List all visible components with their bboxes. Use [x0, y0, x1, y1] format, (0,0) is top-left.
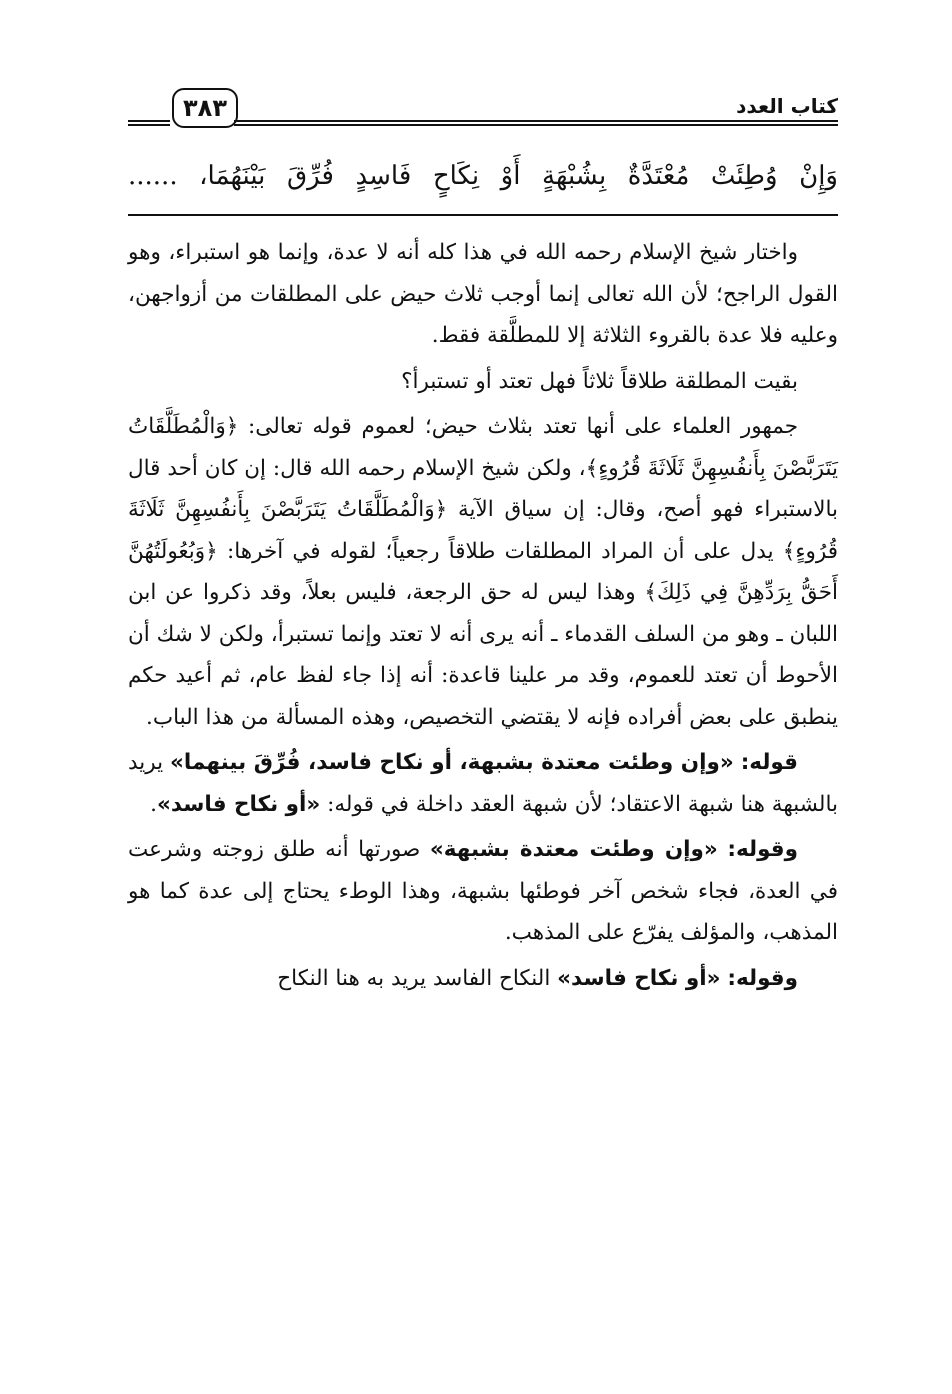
- running-header: [128, 82, 838, 140]
- matn-text: وَإِنْ وُطِئَتْ مُعْتَدَّةٌ بِشُبْهَةٍ أَوْ نِكَاحٍ فَاسِدٍ فُرِّقَ بَيْنَهُمَا، ......: [128, 161, 838, 191]
- paragraph-4-text: يريد بالشبهة هنا شبهة الاعتقاد؛ لأن شبهة العقد داخلة في قوله:: [128, 750, 838, 817]
- paragraph-5-text: صورتها أنه طلق زوجته وشرعت في العدة، فجاء شخص آخر فوطئها بشبهة، وهذا الوطء يحتاج إلى عدة كما هو المذهب، والمؤلف يفرّع على المذهب.: [128, 837, 838, 945]
- paragraph-1: واختار شيخ الإسلام رحمه الله في هذا كله أنه لا عدة، وإنما هو استبراء، وهو القول الراجح؛ لأن الله تعالى إنما أوجب ثلاث حيض على المطلقات من أزواجهن، وعليه فلا عدة بالقروء الثلاثة إلا للمطلَّقة فقط.: [128, 240, 838, 348]
- paragraph-3-text-c: يدل على أن المراد المطلقات طلاقاً رجعياً؛ لقوله في آخرها:: [226, 538, 774, 564]
- paragraph-4: [128, 742, 838, 825]
- paragraph-6-quote: «أو نكاح فاسد»: [557, 965, 721, 991]
- paragraph-5-quote: «وإن وطئت معتدة بشبهة»: [429, 837, 718, 862]
- paragraph-5-label: وقوله:: [727, 837, 798, 862]
- paragraph-2: بقيت المطلقة طلاقاً ثلاثاً فهل تعتد أو تستبرأ؟: [401, 368, 798, 394]
- commentary-body: [128, 232, 838, 999]
- paragraph-4-label: قوله:: [740, 750, 798, 775]
- header-rule-left: [128, 120, 170, 126]
- book-title: كتاب العدد: [736, 94, 838, 118]
- page-number: ٣٨٣: [183, 94, 227, 122]
- page-number-box: [172, 88, 238, 128]
- paragraph-6: [128, 958, 838, 1000]
- paragraph-5: [128, 829, 838, 954]
- matn-divider: [128, 214, 838, 216]
- quran-verse-2: ﴿وَالْمُطَلَّقَاتُ يَتَرَبَّصْنَ بِأَنفُسِهِنَّ ثَلَاثَةَ قُرُوءٍ﴾: [128, 497, 838, 564]
- paragraph-3: [128, 406, 838, 738]
- paragraph-6-text: النكاح الفاسد يريد به هنا النكاح: [277, 965, 551, 991]
- paragraph-4-end: .: [150, 791, 157, 817]
- paragraph-6-label: وقوله:: [727, 965, 798, 991]
- paragraph-4-quote-2: «أو نكاح فاسد»: [156, 791, 321, 817]
- paragraph-3-text-d: وهذا ليس له حق الرجعة، فليس بعلاً، وقد ذكروا عن ابن اللبان ـ وهو من السلف القدماء ـ أنه يرى أنه لا تعتد وإنما تستبرأ، ولكن لا شك أن الأحوط أن تعتد للعموم، وقد مر علينا قاعدة: أنه إذا جاء لفظ عام، ثم أعيد حكم ينطبق على بعض أفراده فإنه لا يقتضي التخصيص، وهذه المسألة من هذا الباب.: [128, 580, 839, 730]
- header-rule-right: [234, 120, 838, 126]
- paragraph-4-quote: «وإن وطئت معتدة بشبهة، أو نكاح فاسد، فُرِّقَ بينهما»: [170, 750, 734, 775]
- quran-verse-1: ﴿وَالْمُطَلَّقَاتُ يَتَرَبَّصْنَ بِأَنفُسِهِنَّ ثَلَاثَةَ قُرُوءٍ﴾: [128, 414, 838, 481]
- quran-verse-3: ﴿وَبُعُولَتُهُنَّ أَحَقُّ بِرَدِّهِنَّ فِي ذَلِكَ﴾: [128, 538, 838, 605]
- paragraph-3-text-a: جمهور العلماء على أنها تعتد بثلاث حيض؛ لعموم قوله تعالى:: [248, 414, 798, 439]
- paragraph-3-text-b: ، ولكن شيخ الإسلام رحمه الله قال: إن كان أحد قال بالاستبراء فهو أصح، وقال: إن سياق الآية: [128, 455, 838, 522]
